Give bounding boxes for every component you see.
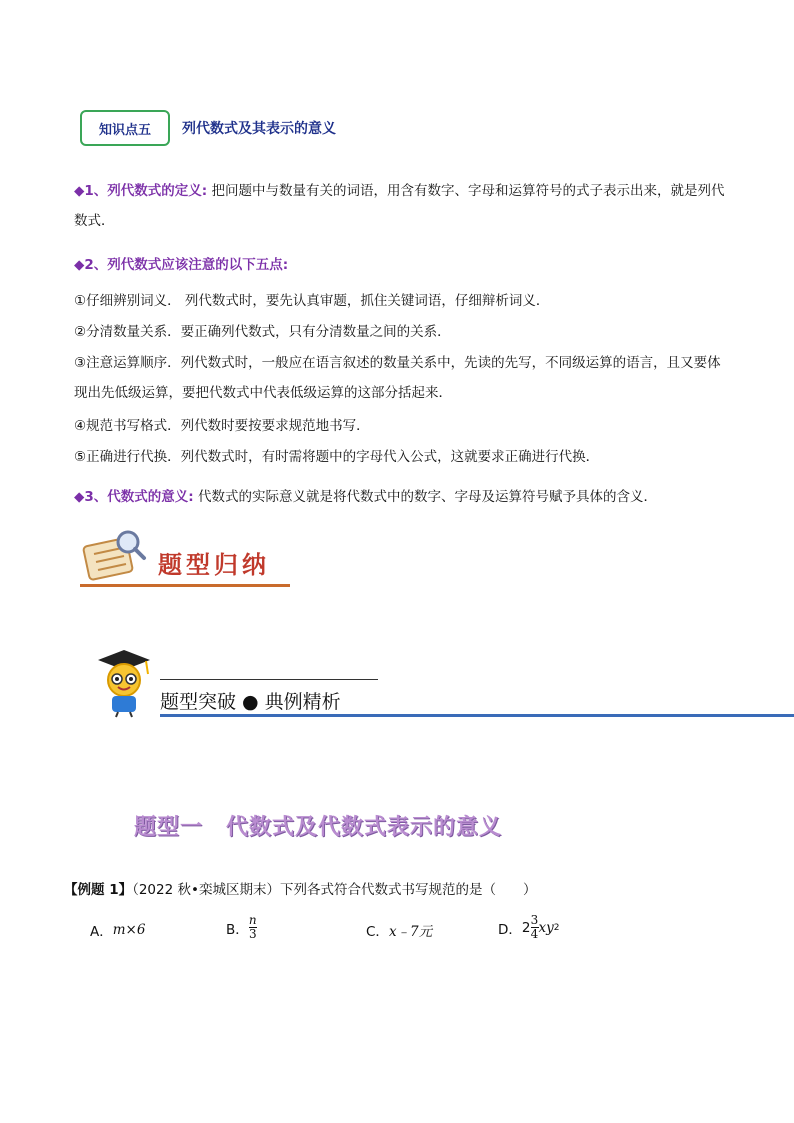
option-b-denominator: 3 bbox=[248, 927, 257, 941]
definition-3-text: 代数式的实际意义就是将代数式中的数字、字母及运算符号赋予具体的含义． bbox=[193, 489, 657, 505]
definition-1 bbox=[74, 176, 730, 236]
notebook-magnifier-icon bbox=[82, 528, 148, 582]
point-2: ②分清数量关系．要正确列代数式，只有分清数量之间的关系． bbox=[74, 324, 451, 340]
banner-title: 题型归纳 bbox=[158, 550, 270, 579]
section-divider bbox=[160, 714, 794, 717]
definition-2-label bbox=[74, 250, 730, 280]
knowledge-point-title: 列代数式及其表示的意义 bbox=[182, 121, 336, 137]
banner-underline bbox=[80, 584, 290, 587]
point-5: ⑤正确进行代换．列代数式时，有时需将题中的字母代入公式，这就要求正确进行代换． bbox=[74, 449, 600, 465]
option-b-fraction bbox=[249, 914, 257, 941]
graduate-mascot-icon bbox=[90, 646, 156, 718]
section-title: 题型突破 ● 典例精析 bbox=[160, 691, 341, 713]
point-4: ④规范书写格式．列代数时要按要求规范地书写． bbox=[74, 418, 370, 434]
option-c-expression: x﹣7元 bbox=[388, 924, 433, 940]
option-c-label: C． bbox=[366, 924, 389, 940]
definition-3 bbox=[74, 482, 730, 512]
option-c bbox=[366, 920, 432, 940]
option-d-whole: 2 bbox=[521, 919, 531, 936]
point-1: ①仔细辨别词义． 列代数式时，要先认真审题，抓住关键词语，仔细辩析词义． bbox=[74, 293, 550, 309]
option-d-denominator: 4 bbox=[530, 927, 539, 941]
option-d-fraction bbox=[531, 914, 539, 941]
option-d bbox=[498, 914, 559, 941]
option-a bbox=[90, 920, 145, 940]
option-d-variables: xy bbox=[538, 919, 554, 936]
definition-3-label: ◆3、代数式的意义: bbox=[74, 489, 194, 505]
question-type-title: 题型一 代数式及代数式表示的意义 bbox=[134, 814, 503, 840]
example-text: （2022 秋•栾城区期末）下列各式符合代数式书写规范的是（ ） bbox=[132, 882, 537, 898]
option-d-label: D． bbox=[498, 921, 522, 938]
option-a-label: A． bbox=[90, 924, 113, 940]
definition-1-text: 把问题中与数量有关的词语，用含有数字、字母和运算符号的式子表示出来，就是列代数式． bbox=[74, 183, 725, 229]
example-1 bbox=[64, 878, 536, 898]
knowledge-point-badge: 知识点五 bbox=[80, 110, 170, 146]
example-label: 【例题 1】 bbox=[64, 882, 133, 898]
option-d-exponent: 2 bbox=[553, 922, 560, 933]
option-a-expression: m×6 bbox=[112, 922, 146, 938]
definition-1-label: ◆1、列代数式的定义: bbox=[74, 183, 208, 199]
section-top-line bbox=[160, 679, 378, 680]
option-b-numerator: n bbox=[248, 913, 257, 927]
option-d-numerator: 3 bbox=[530, 913, 539, 927]
definition-2-heading: ◆2、列代数式应该注意的以下五点: bbox=[74, 257, 289, 273]
option-b bbox=[226, 914, 257, 941]
option-b-label: B． bbox=[226, 921, 249, 938]
point-3: ③注意运算顺序．列代数式时，一般应在语言叙述的数量关系中，先读的先写，不同级运算的语言，且又要体现出先低级运算，要把代数式中代表低级运算的这部分括起来． bbox=[74, 355, 721, 401]
